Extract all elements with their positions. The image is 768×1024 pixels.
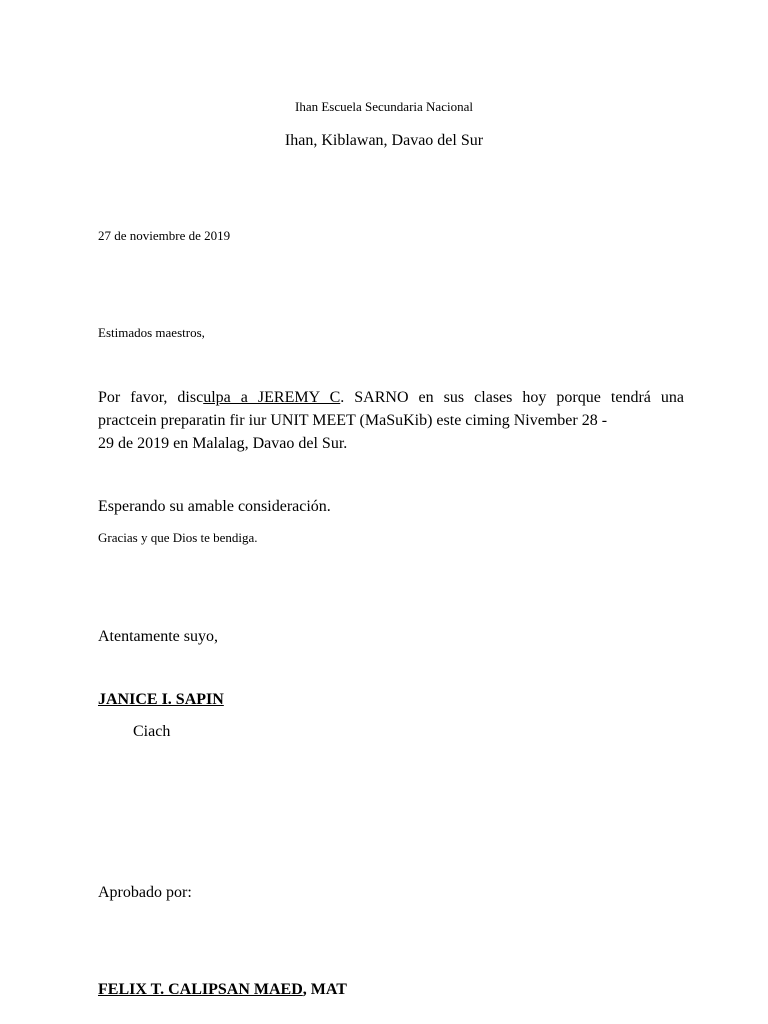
signatory-title: Ciach [133,723,171,740]
body-line-1-pre: Por favor, disc [98,389,204,406]
letter-date: 27 de noviembre de 2019 [98,228,231,243]
student-name-underlined: ulpa a JEREMY C [203,389,341,406]
thanks-line: Gracias y que Dios te bendiga. [98,530,258,545]
school-address: Ihan, Kiblawan, Davao del Sur [284,132,484,149]
signatory-name: JANICE I. SAPIN [98,691,224,708]
approver-line [98,980,347,999]
body-line-1 [98,386,684,409]
consideration-line: Esperando su amable consideración. [98,498,331,515]
salutation: Estimados maestros, [98,325,205,340]
body-line-1-post: . SARNO en sus clases hoy porque tendrá una [340,389,685,406]
closing-line: Atentamente suyo, [98,628,218,645]
approver-name: FELIX T. CALIPSAN MAED [98,981,303,998]
body-line-3: 29 de 2019 en Malalag, Davao del Sur. [98,435,348,452]
approver-suffix: , MAT [302,981,347,998]
letter-body [98,386,684,455]
body-line-2: practcein preparatin fir iur UNIT MEET (MaSuKib) este ciming Nivember 28 - [98,412,608,429]
school-name: Ihan Escuela Secundaria Nacional [295,99,473,114]
approved-by-label: Aprobado por: [98,884,192,901]
